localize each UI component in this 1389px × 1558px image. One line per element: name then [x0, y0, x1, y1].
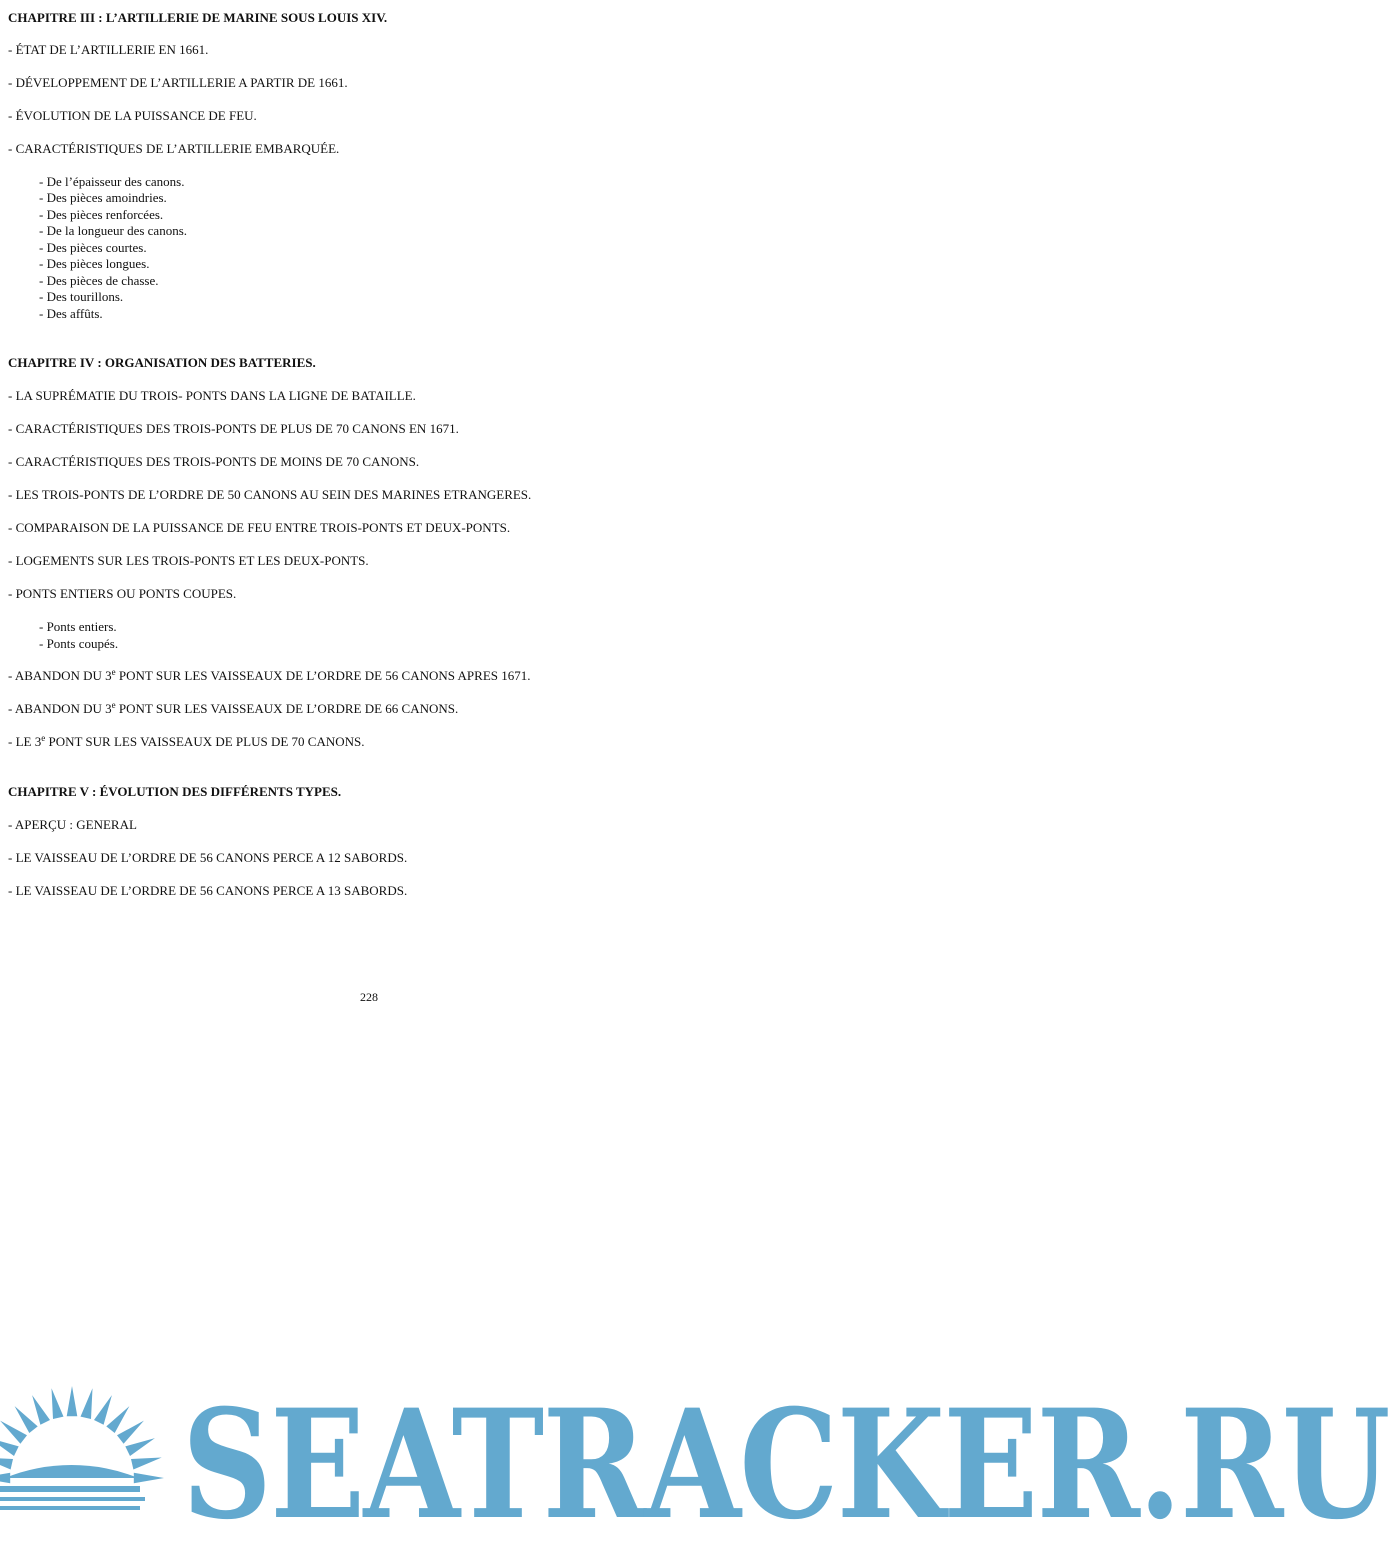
- toc-item: - ABANDON DU 3e PONT SUR LES VAISSEAUX DE L’ORDRE DE 56 CANONS APRES 1671.: [8, 667, 531, 683]
- toc-subitem: - Des pièces amoindries.: [39, 190, 167, 205]
- chapter-3-title: CHAPITRE III : L’ARTILLERIE DE MARINE SOUS LOUIS XIV.: [8, 10, 388, 25]
- toc-item: - PONTS ENTIERS OU PONTS COUPES.: [8, 586, 237, 601]
- toc-subitem: - Des pièces de chasse.: [39, 273, 159, 288]
- chapter-5-title: CHAPITRE V : ÉVOLUTION DES DIFFÉRENTS TYPES.: [8, 784, 342, 799]
- toc-item: - APERÇU : GENERAL: [8, 817, 137, 832]
- toc-item: - CARACTÉRISTIQUES DES TROIS-PONTS DE MOINS DE 70 CANONS.: [8, 454, 420, 469]
- toc-item: - LE VAISSEAU DE L’ORDRE DE 56 CANONS PERCE A 12 SABORDS.: [8, 850, 408, 865]
- toc-item: - ÉTAT DE L’ARTILLERIE EN 1661.: [8, 42, 209, 57]
- toc-subitem: - Des pièces renforcées.: [39, 207, 164, 222]
- toc-subitem: - De la longueur des canons.: [39, 223, 188, 238]
- toc-subitem: - Des pièces courtes.: [39, 240, 147, 255]
- toc-item: - LOGEMENTS SUR LES TROIS-PONTS ET LES DEUX-PONTS.: [8, 553, 369, 568]
- toc-item: - CARACTÉRISTIQUES DE L’ARTILLERIE EMBARQUÉE.: [8, 141, 340, 156]
- toc-subitem: - Des affûts.: [39, 306, 103, 321]
- toc-item: - LA SUPRÉMATIE DU TROIS- PONTS DANS LA LIGNE DE BATAILLE.: [8, 388, 416, 403]
- toc-item: - CARACTÉRISTIQUES DES TROIS-PONTS DE PLUS DE 70 CANONS EN 1671.: [8, 421, 459, 436]
- toc-item: - COMPARAISON DE LA PUISSANCE DE FEU ENTRE TROIS-PONTS ET DEUX-PONTS.: [8, 520, 511, 535]
- toc-item: - ÉVOLUTION DE LA PUISSANCE DE FEU.: [8, 108, 257, 123]
- toc-item: - LE 3e PONT SUR LES VAISSEAUX DE PLUS DE 70 CANONS.: [8, 733, 365, 749]
- chapter-4-title: CHAPITRE IV : ORGANISATION DES BATTERIES.: [8, 355, 316, 370]
- page-number: 228: [360, 990, 378, 1004]
- toc-subitem: - Ponts coupés.: [39, 636, 119, 651]
- toc-item: - LE VAISSEAU DE L’ORDRE DE 56 CANONS PERCE A 13 SABORDS.: [8, 883, 408, 898]
- toc-subitem: - Des tourillons.: [39, 289, 124, 304]
- toc-item: - DÉVELOPPEMENT DE L’ARTILLERIE A PARTIR DE 1661.: [8, 75, 348, 90]
- watermark-text: SEATRACKER.RU: [182, 1377, 1389, 1553]
- toc-item: - LES TROIS-PONTS DE L’ORDRE DE 50 CANONS AU SEIN DES MARINES ETRANGERES.: [8, 487, 532, 502]
- toc-subitem: - Des pièces longues.: [39, 256, 150, 271]
- toc-subitem: - De l’épaisseur des canons.: [39, 174, 185, 189]
- toc-item: - ABANDON DU 3e PONT SUR LES VAISSEAUX DE L’ORDRE DE 66 CANONS.: [8, 700, 459, 716]
- toc-subitem: - Ponts entiers.: [39, 619, 117, 634]
